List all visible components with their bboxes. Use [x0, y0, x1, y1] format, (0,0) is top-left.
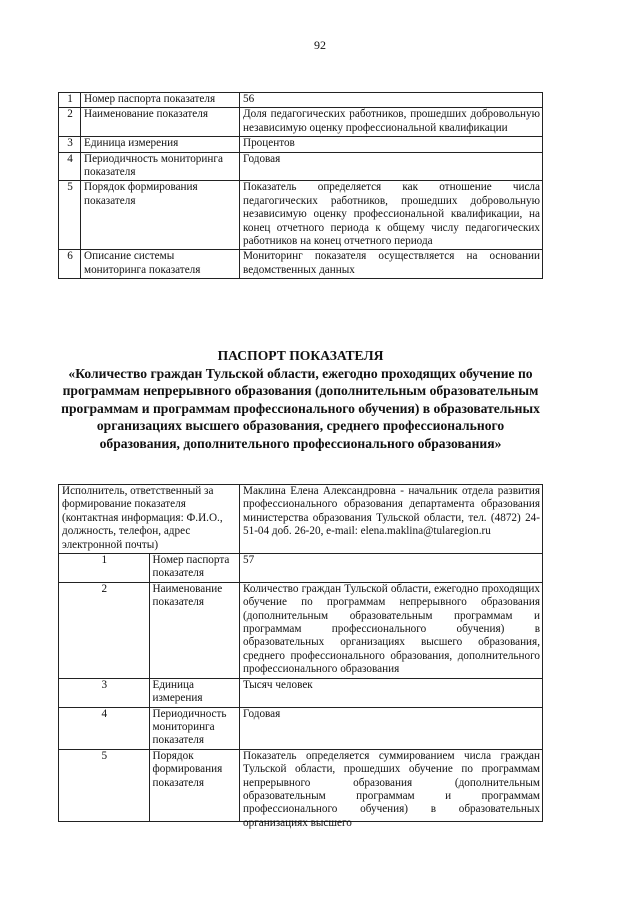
passport-table-56	[58, 92, 543, 279]
row-number: 2	[59, 108, 81, 137]
row-value: Процентов	[240, 137, 543, 152]
row-label: Номер паспорта показателя	[81, 93, 240, 108]
table-row	[59, 152, 543, 181]
table-row	[59, 250, 543, 279]
table-row	[59, 485, 543, 554]
row-value: 56	[240, 93, 543, 108]
contact-label: Исполнитель, ответственный за формирование показателя (контактная информация: Ф.И.О., должность, телефон, адрес электронной почты)	[59, 485, 240, 554]
row-number: 2	[59, 582, 150, 678]
row-value: Годовая	[240, 707, 543, 749]
row-number: 3	[59, 678, 150, 707]
table-row	[59, 749, 543, 821]
contact-value: Маклина Елена Александровна - начальник отдела развития профессионального образования департамента образования министерства образования Тульской области, тел. (4872) 24-51-04 доб. 26-20, e-mail: elena.maklina@tularegion.ru	[240, 485, 543, 554]
row-number: 1	[59, 93, 81, 108]
row-value: 57	[240, 554, 543, 583]
table-row	[59, 137, 543, 152]
row-label: Наименование показателя	[81, 108, 240, 137]
row-value: Годовая	[240, 152, 543, 181]
table-row	[59, 582, 543, 678]
page-number: 92	[314, 38, 326, 52]
row-value: Доля педагогических работников, прошедших добровольную независимую оценку профессиональной квалификации	[240, 108, 543, 137]
section-title	[58, 347, 543, 452]
row-label: Порядок формирования показателя	[149, 749, 240, 821]
table-row	[59, 707, 543, 749]
row-number: 3	[59, 137, 81, 152]
row-label: Описание системы мониторинга показателя	[81, 250, 240, 279]
row-number: 6	[59, 250, 81, 279]
table-row	[59, 181, 543, 250]
row-value: Показатель определяется как отношение числа педагогических работников, прошедших добровольную независимую оценку профессиональной квалификации, на конец отчетного периода к общему числу педагогических работников на конец отчетного периода	[240, 181, 543, 250]
row-label: Периодичность мониторинга показателя	[81, 152, 240, 181]
row-number: 5	[59, 181, 81, 250]
table-row	[59, 108, 543, 137]
row-number: 5	[59, 749, 150, 821]
row-number: 4	[59, 707, 150, 749]
row-number: 4	[59, 152, 81, 181]
row-label: Порядок формирования показателя	[81, 181, 240, 250]
row-value: Количество граждан Тульской области, ежегодно проходящих обучение по программам непрерывного образования (дополнительным образовательным программам и программам профессионального обучения) в образовательных организациях высшего образования, среднего профессионального образования, дополнительного профессионального образования	[240, 582, 543, 678]
table-row	[59, 678, 543, 707]
row-value: Мониторинг показателя осуществляется на основании ведомственных данных	[240, 250, 543, 279]
row-label: Номер паспорта показателя	[149, 554, 240, 583]
row-value: Тысяч человек	[240, 678, 543, 707]
table-row	[59, 93, 543, 108]
row-value	[240, 749, 543, 829]
row-label: Периодичность мониторинга показателя	[149, 707, 240, 749]
row-label: Единица измерения	[149, 678, 240, 707]
section-heading: ПАСПОРТ ПОКАЗАТЕЛЯ	[217, 348, 384, 363]
row-value-text: Показатель определяется суммированием числа граждан Тульской области, прошедших обучение по программам непрерывного образования (дополнительным образовательным программам и программам профессионального обучения) в образовательных организациях высшего	[243, 749, 540, 829]
table-row	[59, 554, 543, 583]
row-label: Единица измерения	[81, 137, 240, 152]
row-number: 1	[59, 554, 150, 583]
passport-table-57	[58, 484, 543, 829]
indicator-title: «Количество граждан Тульской области, ежегодно проходящих обучение по программам непрерывного образования (дополнительным образовательным программам и программам профессионального обучения) в образовательных организациях высшего образования, среднего профессионального образования, дополнительного профессионального образования»	[61, 365, 540, 451]
row-label: Наименование показателя	[149, 582, 240, 678]
